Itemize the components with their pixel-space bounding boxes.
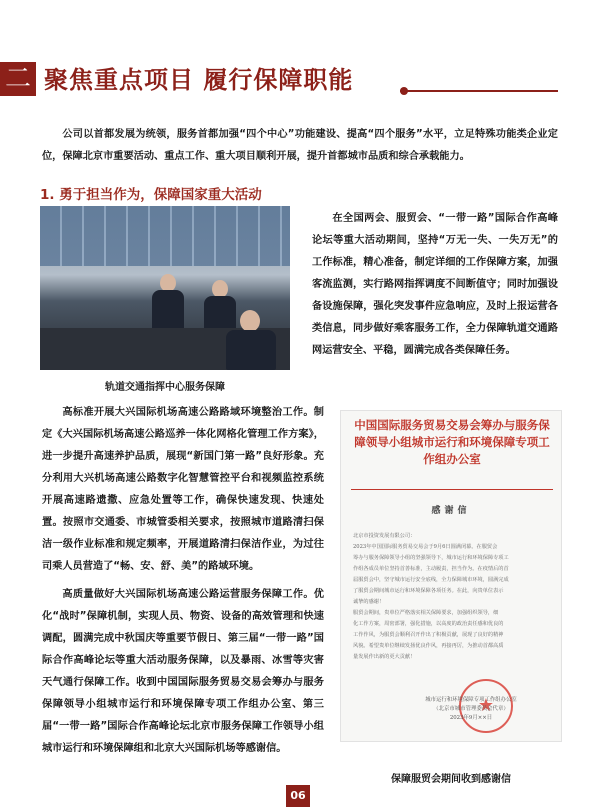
- thank-you-letter-image: [340, 410, 562, 742]
- letter-line: 筹办与服务保障领导小组的坚强领导下，城市运行和环境保障专项工: [353, 555, 509, 561]
- letter-line: 届服贸会中，坚守城市运行安全底线，全力保障城市环境，圆满完成: [353, 577, 509, 583]
- seated-operator: [226, 330, 276, 370]
- signature-line: （北京市城市管理委员会代章）: [433, 706, 509, 712]
- letter-line: 诚挚的感谢！: [353, 599, 385, 605]
- letter-line: 服贸会期间，贵单位严格落实相关保障要求，加强组织领导，细: [353, 610, 499, 616]
- signature-line: 2023年9月××日: [449, 715, 493, 721]
- letter-line: 2023年中国国际服务贸易交易会于9月6日圆满闭幕。在服贸会: [353, 544, 498, 550]
- left-paragraph-2: 高质量做好大兴国际机场高速公路运营服务保障工作。优化“战时”保障机制，实现人员、物资、设备的高效管理和快速调配，圆满完成中秋国庆等重要节假日、第三届“一带一路”国际合作高峰论坛等重大活动服务保障，以及暴雨、冰雪等灾害天气通行保障工作。收到中国国际服务贸易交易会筹办与服务保障领导小组城市运行和环境保障专项工作组办公室、第三届“一带一路”国际合作高峰论坛北京市服务保障工作领导小组城市运行和环境保障组和北京大兴国际机场等感谢信。: [42, 589, 324, 754]
- section-title: 聚焦重点项目 履行保障职能: [44, 66, 354, 94]
- right-paragraph: 在全国两会、服贸会、“一带一路”国际合作高峰论坛等重大活动期间，坚持“万无一失、一失万无”的工作标准，精心准备，制定详细的工作保障方案，加强客流监测，实行路网指挥调度不间断值守；同时加强设备设施保障，强化突发事件应急响应，及时上报运营各类信息，同步做好乘客服务工作，全力保障轨道交通路网运营安全、平稳，圆满完成各类保障任务。: [312, 213, 558, 356]
- person-head: [240, 310, 260, 332]
- letter-header: 中国国际服务贸易交易会筹办与服务保障领导小组城市运行和环境保障专项工作组办公室: [354, 418, 550, 466]
- letter-line: 工作作风，为服贸会顺利召开作出了积极贡献，展现了良好的精神: [353, 632, 504, 638]
- letter-line: 作组各成员单位坚持首善标准，主动履责，担当作为。在疫情后的首: [353, 566, 509, 572]
- command-center-photo: [40, 206, 290, 370]
- letter-title: 感谢信: [431, 506, 471, 516]
- letter-caption: 保障服贸会期间收到感谢信: [391, 774, 511, 785]
- letter-line: 北京市投资发展有限公司：: [353, 533, 416, 539]
- letter-body: [353, 531, 551, 663]
- letter-line: 了服贸会期间城市运行和环境保障各项任务。在此，向贵单位表示: [353, 588, 504, 594]
- letter-header-rule: [351, 489, 553, 490]
- photo-caption: 轨道交通指挥中心服务保障: [105, 382, 225, 393]
- signature-line: 城市运行和环境保障专项工作组办公室: [425, 697, 517, 703]
- section-title-rule: [400, 90, 558, 92]
- left-paragraph-1: 高标准开展大兴国际机场高速公路路域环境整治工作。制定《大兴国际机场高速公路巡养一体化网格化管理工作方案》，进一步提升高速养护品质，展现“新国门第一路”良好形象。充分利用大兴机场高速公路数字化智慧管控平台和视频监控系统开展高速路遗撒、应急处置等工作，确保快速发现、快速处置。按照市交通委、市城管委相关要求，按照城市道路清扫保洁一级作业标准和规定频率，开展道路清扫保洁作业，为过往司乘人员营造了“畅、安、舒、美”的路域环境。: [42, 407, 324, 572]
- intro-paragraph: 公司以首都发展为统领，服务首都加强“四个中心”功能建设、提高“四个服务”水平，立足特殊功能类企业定位，保障北京市重要活动、重点工作、重大项目顺利开展，提升首都城市品质和综合承载能力。: [42, 129, 558, 162]
- letter-line: 风貌。希望贵单位继续发扬优良作风，再接再厉，为推动首都高质: [353, 643, 504, 649]
- video-wall: [40, 206, 290, 266]
- subsection-title: 1. 勇于担当作为，保障国家重大活动: [40, 187, 262, 203]
- letter-signature: [401, 696, 541, 723]
- letter-line: 化工作方案，周密部署，强化措施，以高度的政治责任感和优良的: [353, 621, 504, 627]
- page-number: 06: [286, 785, 310, 807]
- letter-line: 量发展作出新的更大贡献！: [353, 654, 416, 660]
- section-number-badge: 二: [0, 62, 36, 96]
